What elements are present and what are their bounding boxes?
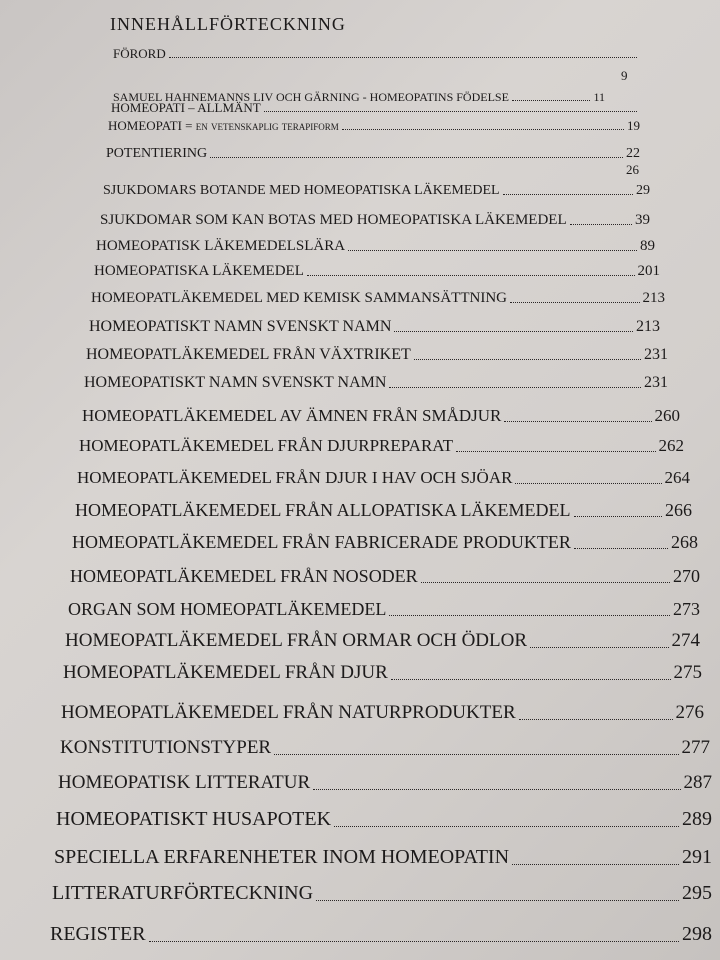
toc-entry-label: HOMEOPATISKT NAMN SVENSKT NAMN (84, 374, 387, 391)
toc-entry-page: 266 (665, 500, 692, 520)
toc-entry (75, 500, 692, 521)
toc-entry-page: 260 (654, 406, 680, 425)
dot-leader (169, 57, 637, 58)
toc-entry (94, 263, 660, 280)
dot-leader (574, 516, 662, 517)
toc-entry-page: 274 (671, 630, 700, 651)
toc-entry (91, 290, 665, 307)
toc-entry (106, 146, 640, 162)
toc-entry-page: 29 (636, 183, 650, 198)
dot-leader (307, 275, 635, 276)
toc-entry-label: KONSTITUTIONSTYPER (60, 737, 272, 758)
toc-entry-page: 291 (682, 846, 712, 868)
toc-entry-page: 298 (682, 923, 712, 945)
toc-entry-label: HOMEOPATLÄKEMEDEL MED KEMISK SAMMANSÄTTNING (91, 290, 507, 306)
toc-entry-label: FÖRORD (113, 46, 166, 61)
toc-entry-label: HOMEOPATLÄKEMEDEL AV ÄMNEN FRÅN SMÅDJUR (82, 406, 502, 425)
toc-entry-page: 287 (683, 772, 712, 793)
toc-entry (111, 100, 640, 116)
toc-entry-label: HOMEOPATISKT HUSAPOTEK (56, 808, 332, 830)
toc-entry-label: HOMEOPATLÄKEMEDEL FRÅN FABRICERADE PRODUKTER (72, 532, 571, 552)
toc-entry-page: 11 (593, 90, 605, 104)
dot-leader (334, 826, 679, 827)
dot-leader (503, 194, 633, 195)
toc-entry-label: HOMEOPATI = en vetenskaplig terapiform (108, 118, 339, 133)
toc-entry (113, 46, 640, 62)
toc-entry-page: 213 (642, 290, 665, 306)
toc-entry-page: 277 (681, 737, 710, 758)
dot-leader (504, 421, 651, 422)
toc-entry (58, 772, 712, 794)
toc-entry-page: 89 (640, 238, 655, 254)
toc-entry (84, 374, 668, 392)
toc-entry-label: ORGAN SOM HOMEOPATLÄKEMEDEL (68, 599, 387, 619)
stray-page-number: 9 (621, 68, 628, 83)
toc-entry-page: 270 (673, 566, 700, 586)
dot-leader (348, 250, 637, 251)
toc-entry (108, 118, 640, 134)
dot-leader (149, 941, 679, 942)
toc-entry-page: 39 (635, 212, 650, 228)
toc-entry (63, 662, 702, 684)
toc-entry (72, 532, 698, 553)
toc-entry-label: HOMEOPATLÄKEMEDEL FRÅN DJURPREPARAT (79, 436, 454, 455)
toc-entry (68, 599, 700, 620)
toc-entry-label: HOMEOPATISK LÄKEMEDELSLÄRA (96, 238, 346, 254)
toc-entry-page: 276 (675, 702, 704, 723)
dot-leader (414, 359, 641, 360)
toc-entry-label: HOMEOPATLÄKEMEDEL FRÅN DJUR I HAV OCH SJÖAR (77, 468, 513, 487)
dot-leader (316, 900, 679, 901)
dot-leader (456, 451, 655, 452)
toc-entry (82, 406, 680, 426)
toc-entry-label: HOMEOPATLÄKEMEDEL FRÅN ALLOPATISKA LÄKEMEDEL (75, 500, 571, 520)
toc-entry (96, 238, 655, 255)
dot-leader (394, 331, 633, 332)
toc-entry-label: HOMEOPATISKT NAMN SVENSKT NAMN (89, 318, 392, 335)
toc-entry (52, 882, 712, 905)
toc-entry-page: 295 (682, 882, 712, 904)
toc-entry (65, 630, 700, 652)
dot-leader (274, 754, 678, 755)
toc-entry (79, 436, 684, 456)
dot-leader (512, 864, 679, 865)
toc-entry (56, 808, 712, 831)
toc-title: INNEHÅLLFÖRTECKNING (110, 14, 346, 34)
toc-entry-label: HOMEOPATLÄKEMEDEL FRÅN ORMAR OCH ÖDLOR (65, 630, 528, 651)
dot-leader (389, 387, 641, 388)
toc-entry-label: SJUKDOMARS BOTANDE MED HOMEOPATISKA LÄKEMEDEL (103, 183, 500, 198)
toc-entry-label: REGISTER (50, 923, 146, 945)
toc-entry-page: 231 (644, 346, 668, 363)
toc-entry-page: 22 (626, 146, 640, 161)
toc-entry-page: 275 (673, 662, 702, 683)
dot-leader (264, 111, 637, 112)
toc-entry-label: LITTERATURFÖRTECKNING (52, 882, 314, 904)
dot-leader (210, 157, 623, 158)
dot-leader (574, 548, 668, 549)
toc-entry-page: 213 (636, 318, 660, 335)
toc-entry (100, 212, 650, 229)
toc-entry-page: 264 (664, 468, 690, 487)
toc-entry (77, 468, 690, 488)
toc-entry-label: SPECIELLA ERFARENHETER INOM HOMEOPATIN (54, 846, 510, 868)
toc-entry-label: HOMEOPATISKA LÄKEMEDEL (94, 263, 304, 279)
toc-entry-page: 273 (673, 599, 700, 619)
dot-leader (313, 789, 680, 790)
toc-entry-page: 268 (671, 532, 698, 552)
toc-entry-page: 289 (682, 808, 712, 830)
toc-entry-page: 19 (627, 118, 640, 133)
toc-entry-label: HOMEOPATISK LITTERATUR (58, 772, 311, 793)
dot-leader (342, 129, 624, 130)
dot-leader (530, 647, 668, 648)
dot-leader (510, 302, 640, 303)
toc-entry (89, 318, 660, 336)
toc-entry-label: HOMEOPATLÄKEMEDEL FRÅN NOSODER (70, 566, 418, 586)
toc-entry-label: HOMEOPATI – ALLMÄNT (111, 100, 261, 115)
dot-leader (519, 719, 673, 720)
dot-leader (421, 582, 670, 583)
toc-entry-label: SJUKDOMAR SOM KAN BOTAS MED HOMEOPATISKA LÄKEMEDEL (100, 212, 567, 228)
toc-entry-label: HOMEOPATLÄKEMEDEL FRÅN NATURPRODUKTER (61, 702, 516, 723)
toc-entry-page: 231 (644, 374, 668, 391)
toc-entry (86, 346, 668, 364)
stray-page-number: 26 (626, 162, 639, 177)
toc-entry-label: HOMEOPATLÄKEMEDEL FRÅN DJUR (63, 662, 388, 683)
toc-entry (50, 923, 712, 946)
dot-leader (391, 679, 671, 680)
toc-entry (60, 737, 710, 759)
toc-entry-page: 201 (637, 263, 660, 279)
dot-leader (515, 483, 661, 484)
toc-entry (54, 846, 712, 869)
toc-entry-label: SAMUEL HAHNEMANNS LIV OCH GÄRNING - HOMEOPATINS FÖDELSE (113, 90, 509, 104)
toc-entry-label: POTENTIERING (106, 146, 208, 161)
dot-leader (389, 615, 670, 616)
toc-entry (61, 702, 704, 724)
toc-entry (70, 566, 700, 587)
toc-entry-label: HOMEOPATLÄKEMEDEL FRÅN VÄXTRIKET (86, 346, 411, 363)
toc-entry-page: 262 (658, 436, 684, 455)
dot-leader (570, 224, 632, 225)
toc-entry (103, 183, 650, 199)
